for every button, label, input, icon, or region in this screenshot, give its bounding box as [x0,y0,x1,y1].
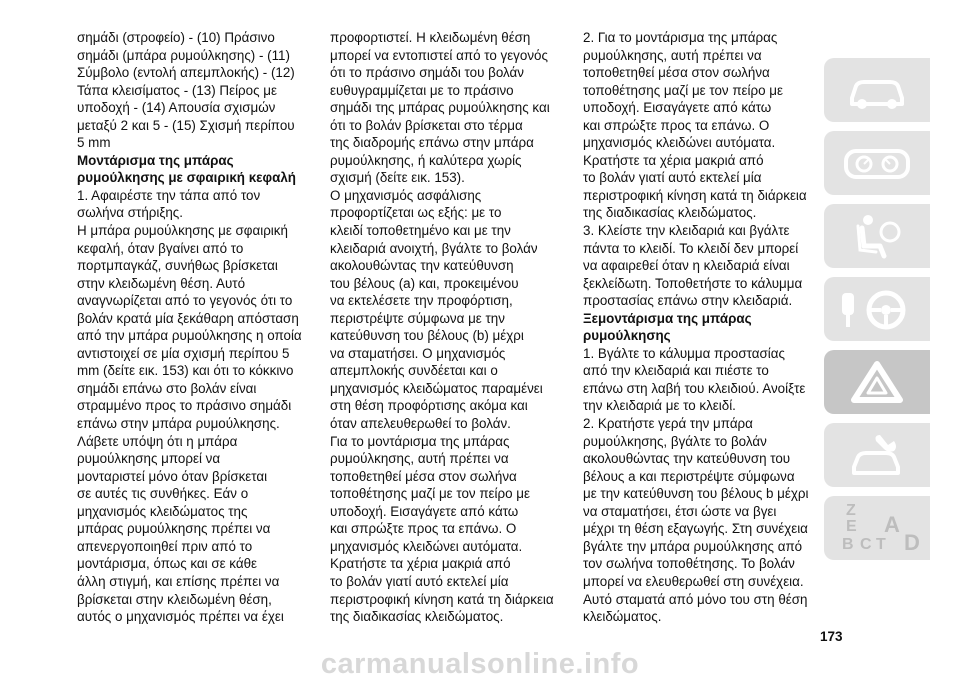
text-line: κλειδί τοποθετημένο και με την [330,223,511,239]
text-line: προφορτίζεται ως εξής: με το [330,205,502,221]
text-line: αντιστοιχεί σε μία σχισμή περίπου 5 [77,345,290,361]
index-letter: B [842,536,854,553]
text-line: τον σωλήνα τοποθέτησης. Το βολάν [583,556,795,572]
text-line: περιστροφική κίνηση κατά τη διάρκεια [583,187,807,203]
text-line: βγάλτε την μπάρα ρυμούλκησης από [583,538,803,554]
index-letter: A [884,512,900,537]
text-line: Κρατήστε τα χέρια μακριά από [583,152,764,168]
text-line: ότι το βολάν βρίσκεται στο τέρμα [330,117,523,133]
text-line: τοποθετηθεί μέσα στον σωλήνα [583,65,770,81]
watermark: carmanualsonline.info [320,648,640,680]
text-line: επάνω στη λαβή του κλειδιού. Ανοίξτε [583,380,806,396]
text-line: τοποθέτησης μαζί με τον πείρο με [583,82,783,98]
text-line: 2. Κρατήστε γερά την μπάρα [583,416,753,432]
text-line: μεταξύ 2 και 5 - (15) Σχισμή περίπου [77,117,295,133]
text-line: μηχανισμός κλειδώματος της [77,503,248,519]
text-line: να αφαιρεθεί όταν η κλειδαριά είναι [583,258,790,274]
text-line: mm (δείτε εικ. 153) και ότι το κόκκινο [77,363,294,379]
text-line: μηχανισμός κλειδώματος παραμένει [330,380,543,396]
text-line: ρυμούλκησης, αυτή πρέπει να [330,451,509,467]
index-letter: T [876,536,886,553]
text-line: μπάρας ρυμούλκησης πρέπει να [77,521,271,537]
text-line: να σταματήσει. Ο μηχανισμός [330,345,506,361]
text-line: ακολουθώντας την κατεύθυνση του [583,451,791,467]
text-column-right [583,29,808,626]
text-line: πάντα το κλειδί. Το κλειδί δεν μπορεί [583,240,799,256]
text-line: Σύμβολο (εντολή απεμπλοκής) - (12) [77,65,295,81]
seat-airbag-icon [824,204,930,268]
wrench-car-icon [824,423,930,487]
tab-emergency[interactable] [824,350,930,414]
text-line: 2. Για το μοντάρισμα της μπάρας [583,30,778,45]
text-line: Κρατήστε τα χέρια μακριά από [330,556,511,572]
tab-index[interactable] [824,496,930,560]
text-line: Τάπα κλεισίματος - (13) Πείρος με [77,82,277,98]
text-line: μπορεί να εντοπιστεί από το γεγονός [330,47,548,63]
tab-start-drive[interactable] [824,277,930,341]
section-heading-line: ρυμούλκησης με σφαιρική κεφαλή [77,170,296,186]
text-line: Η μπάρα ρυμούλκησης με σφαιρική [77,223,288,239]
text-line: του βέλους (a) και, προκειμένου [330,275,519,291]
text-line: και σπρώξτε προς τα επάνω. Ο [330,521,517,537]
text-line: απενεργοποιηθεί πριν από το [77,538,253,554]
text-line: κλειδώματος. [583,609,662,625]
text-line: από την κλειδαριά και πιέστε το [583,363,769,379]
text-column-left [77,29,302,626]
text-line: βρίσκεται στην κλειδωμένη θέση, [77,591,272,607]
side-tab-strip [824,58,930,569]
text-line: υποδοχή - (14) Απουσία σχισμών [77,100,276,116]
text-line: βολάν κρατά μία ξεκάθαρη απόσταση [77,310,299,326]
text-line: στην κλειδωμένη θέση. Αυτό [77,275,246,291]
text-line: 1. Αφαιρέστε την τάπα από τον [77,187,261,203]
text-line: με την κατεύθυνση του βέλους b μέχρι [583,486,809,502]
text-line: και σπρώξτε προς τα επάνω. Ο [583,117,770,133]
text-line: την κλειδαριά με το κλειδί. [583,398,736,414]
text-line: μηχανισμός κλειδώνει αυτόματα. [330,538,523,554]
text-line: περιστροφική κίνηση κατά τη διάρκεια [330,591,554,607]
text-line: της διαδικασίας κλειδώματος. [330,609,504,625]
text-line: ξεκλείδωτη. Τοποθετήστε το κάλυμμα [583,275,803,291]
text-line: ρυμούλκησης, ή καλύτερα χωρίς [330,152,522,168]
tab-dashboard[interactable] [824,131,930,195]
text-line: στραμμένο προς το πράσινο σημάδι [77,398,292,414]
text-line: ακολουθώντας την κατεύθυνση [330,258,514,274]
key-steering-wheel-icon [824,277,930,341]
text-line: κατεύθυνση του βέλους (b) μέχρι [330,328,524,344]
section-heading-line: ρυμούλκησης [583,328,671,344]
dashboard-icon [824,131,930,195]
text-line: μονταριστεί μόνο όταν βρίσκεται [77,468,268,484]
text-line: 5 mm [77,135,111,151]
text-line: μπορεί να ελευθερωθεί στη συνέχεια. [583,573,804,589]
text-line: βέλους a και περιστρέψτε σύμφωνα [583,468,795,484]
tab-safety[interactable] [824,204,930,268]
text-line: ευθυγραμμίζεται με το πράσινο [330,82,514,98]
warning-triangle-icon [824,350,930,414]
text-line: μέχρι τη θέση εξαγωγής. Στη συνέχεια [583,521,808,537]
text-line: το βολάν γιατί αυτό εκτελεί μία [330,573,509,589]
text-line: αυτός ο μηχανισμός πρέπει να έχει [77,609,284,625]
text-line: πορτμπαγκάζ, συνήθως βρίσκεται [77,258,278,274]
index-letters-icon [840,500,920,556]
text-line: υποδοχή. Εισαγάγετε από κάτω [330,503,519,519]
text-line: αναγνωρίζεται από το γεγονός ότι το [77,293,293,309]
tab-maintenance[interactable] [824,423,930,487]
text-line: κλειδαριά ανοιχτή, βγάλτε το βολάν [330,240,538,256]
section-heading-line: Ξεμοντάρισμα της μπάρας [583,310,752,326]
text-line: περιστρέψτε σύμφωνα με την [330,310,505,326]
text-line: κεφαλή, όταν βγαίνει από το [77,240,244,256]
text-line: απεμπλοκής συνδέεται και ο [330,363,498,379]
text-line: σημάδι (μπάρα ρυμούλκησης) - (11) [77,47,290,63]
text-line: τοποθετηθεί μέσα στον σωλήνα [330,468,517,484]
text-line: σε αυτές τις συνθήκες. Εάν ο [77,486,249,502]
text-column-middle [330,29,554,626]
text-line: να σταματήσει, έτσι ώστε να βγει [583,503,777,519]
text-line: από την μπάρα ρυμούλκησης η οποία [77,328,302,344]
text-line: στη θέση προφόρτισης ακόμα και [330,398,528,414]
text-line: όταν απελευθερωθεί το βολάν. [330,416,511,432]
text-line: ρυμούλκησης, βγάλτε το βολάν [583,433,767,449]
text-line: άλλη στιγμή, και επίσης πρέπει να [77,573,280,589]
text-line: σημάδι επάνω στο βολάν είναι [77,380,257,396]
text-line: σχισμή (δείτε εικ. 153). [330,170,465,186]
text-line: μηχανισμός κλειδώνει αυτόματα. [583,135,776,151]
text-line: υποδοχή. Εισαγάγετε από κάτω [583,100,772,116]
text-line: Για το μοντάρισμα της μπάρας [330,433,510,449]
text-line: της διαδικασίας κλειδώματος. [583,205,757,221]
text-line: Λάβετε υπόψη ότι η μπάρα [77,433,238,449]
text-line: μοντάρισμα, όπως και σε κάθε [77,556,258,572]
text-line: επάνω στην μπάρα ρυμούλκησης. [77,416,280,432]
section-heading-line: Μοντάρισμα της μπάρας [77,152,234,168]
text-line: προστασίας επάνω στην κλειδαριά. [583,293,793,309]
index-letter: E [846,518,857,535]
text-line: σημάδι (στροφείο) - (10) Πράσινο [77,30,275,45]
text-line: Ο μηχανισμός ασφάλισης [330,187,482,203]
text-line: ότι το πράσινο σημάδι του βολάν [330,65,524,81]
text-line: Αυτό σταματά από μόνο του στη θέση [583,591,808,607]
text-line: σημάδι της μπάρας ρυμούλκησης και [330,100,550,116]
car-icon [824,58,930,122]
tab-car[interactable] [824,58,930,122]
text-line: προφορτιστεί. Η κλειδωμένη θέση [330,30,531,45]
text-line: ρυμούλκησης μπορεί να [77,451,221,467]
index-letter: D [904,530,920,555]
text-line: να εκτελέσετε την προφόρτιση, [330,293,513,309]
text-line: 1. Βγάλτε το κάλυμμα προστασίας [583,345,785,361]
page-number: 173 [820,629,843,644]
text-line: σωλήνα στήριξης. [77,205,183,221]
text-line: το βολάν γιατί αυτό εκτελεί μία [583,170,762,186]
text-line: της διαδρομής επάνω στην μπάρα [330,135,534,151]
text-line: ρυμούλκησης, αυτή πρέπει να [583,47,762,63]
index-letter: C [860,536,872,553]
text-line: τοποθέτησης μαζί με τον πείρο με [330,486,530,502]
index-letter: Z [846,502,856,519]
text-line: 3. Κλείστε την κλειδαριά και βγάλτε [583,223,790,239]
